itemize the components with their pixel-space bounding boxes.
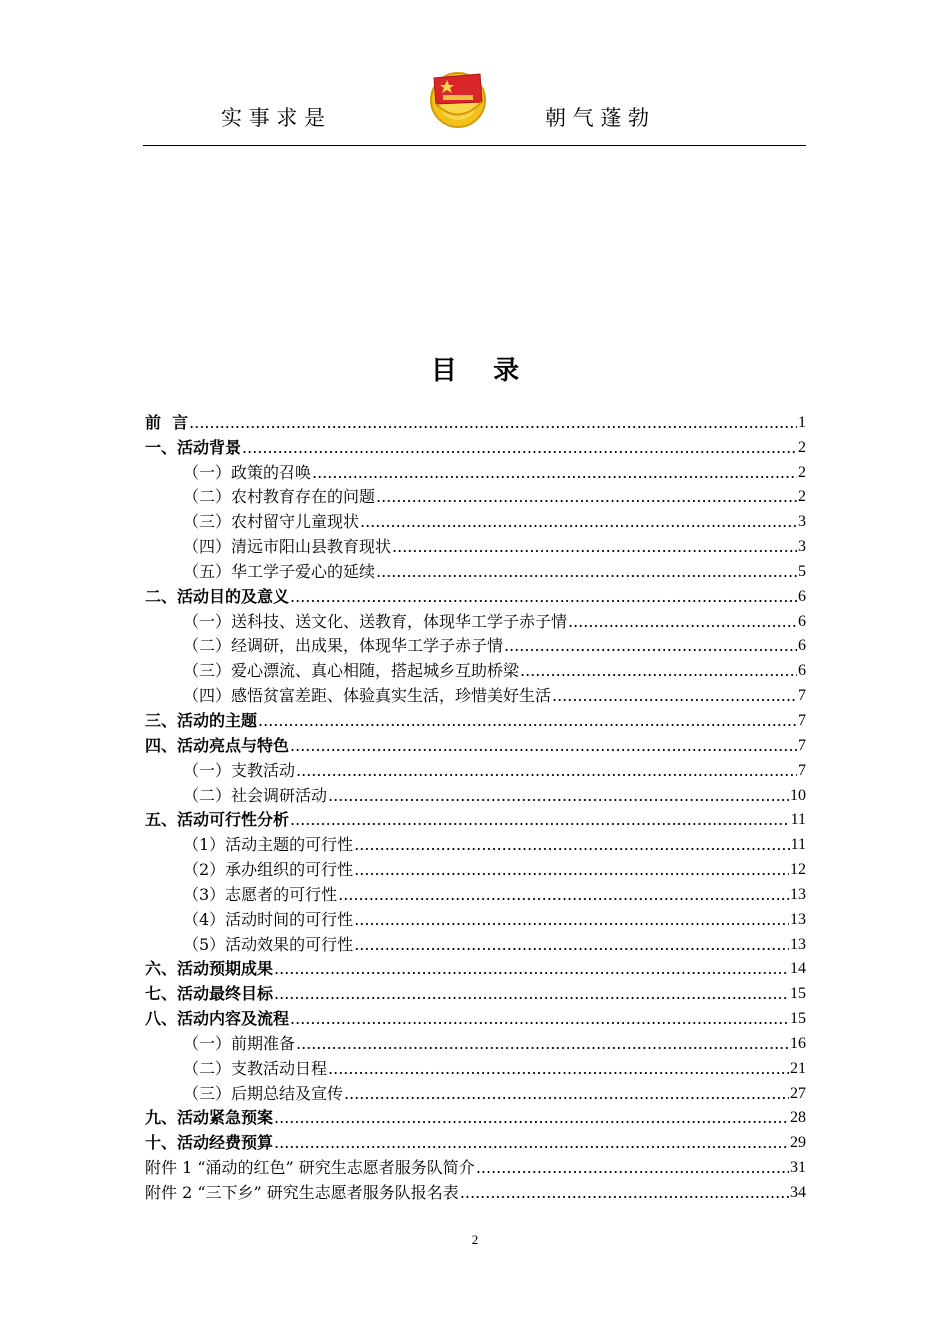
toc-entry[interactable] bbox=[145, 1128, 806, 1153]
toc-entry[interactable] bbox=[145, 681, 806, 706]
toc-dot-leader bbox=[258, 711, 797, 731]
toc-dot-leader bbox=[504, 636, 797, 656]
toc-entry[interactable] bbox=[145, 408, 806, 433]
toc-entry[interactable] bbox=[145, 656, 806, 681]
toc-entry-label: 二、活动目的及意义 bbox=[145, 586, 290, 606]
toc-entry[interactable] bbox=[145, 1054, 806, 1079]
toc-entry-page: 15 bbox=[790, 985, 806, 1003]
toc-entry-label: （五）华工学子爱心的延续 bbox=[183, 561, 376, 581]
toc-entry-label: 七、活动最终目标 bbox=[145, 984, 274, 1004]
toc-dot-leader bbox=[354, 860, 789, 880]
toc-entry-page: 13 bbox=[790, 935, 806, 953]
toc-entry-page: 28 bbox=[790, 1109, 806, 1127]
toc-entry-label: （二）社会调研活动 bbox=[183, 785, 328, 805]
toc-entry-label: 一、活动背景 bbox=[145, 437, 242, 457]
toc-entry-page: 2 bbox=[798, 463, 806, 481]
toc-entry-label: （二）经调研，出成果，体现华工学子赤子情 bbox=[183, 636, 504, 656]
toc-entry-label: （三）爱心漂流、真心相随，搭起城乡互助桥梁 bbox=[183, 661, 520, 681]
toc-dot-leader bbox=[312, 463, 797, 483]
motto-right: 朝 气 蓬 勃 bbox=[545, 106, 650, 130]
toc-entry-page: 6 bbox=[798, 637, 806, 655]
toc-entry-page: 1 bbox=[798, 413, 806, 431]
toc-dot-leader bbox=[338, 885, 789, 905]
toc-dot-leader bbox=[274, 959, 789, 979]
toc-entry[interactable] bbox=[145, 1178, 806, 1203]
toc-entry-page: 27 bbox=[790, 1084, 806, 1102]
toc-entry-page: 3 bbox=[798, 513, 806, 531]
toc-entry-label: 附件 1 “涌动的红色” 研究生志愿者服务队简介 bbox=[145, 1158, 475, 1178]
toc-entry-page: 13 bbox=[790, 910, 806, 928]
toc-entry-page: 3 bbox=[798, 538, 806, 556]
toc-entry[interactable] bbox=[145, 830, 806, 855]
toc-entry-page: 15 bbox=[790, 1010, 806, 1028]
toc-title: 目 录 bbox=[430, 356, 520, 386]
toc-entry-label: （5）活动效果的可行性 bbox=[183, 934, 354, 954]
toc-dot-leader bbox=[552, 686, 797, 706]
toc-entry-label: 八、活动内容及流程 bbox=[145, 1009, 290, 1029]
toc-dot-leader bbox=[460, 1183, 789, 1203]
toc-dot-leader bbox=[189, 413, 797, 433]
toc-entry-label: （3）志愿者的可行性 bbox=[183, 884, 338, 904]
toc-entry[interactable] bbox=[145, 756, 806, 781]
toc-entry-page: 31 bbox=[790, 1159, 806, 1177]
toc-entry-page: 10 bbox=[790, 786, 806, 804]
toc-dot-leader bbox=[328, 1059, 789, 1079]
toc-entry-page: 7 bbox=[798, 761, 806, 779]
toc-entry-label: （四）清远市阳山县教育现状 bbox=[183, 537, 392, 557]
toc-dot-leader bbox=[376, 562, 797, 582]
toc-entry[interactable] bbox=[145, 532, 806, 557]
toc-entry-label: （一）前期准备 bbox=[183, 1033, 296, 1053]
toc-entry[interactable] bbox=[145, 806, 806, 831]
youth-league-emblem-icon bbox=[425, 64, 491, 130]
toc-entry[interactable] bbox=[145, 507, 806, 532]
toc-entry-page: 13 bbox=[790, 885, 806, 903]
toc-entry[interactable] bbox=[145, 855, 806, 880]
toc-entry[interactable] bbox=[145, 458, 806, 483]
toc-entry-label: 六、活动预期成果 bbox=[145, 959, 274, 979]
toc-entry-label: 附件 2 “三下乡” 研究生志愿者服务队报名表 bbox=[145, 1183, 459, 1202]
toc-entry-page: 34 bbox=[790, 1184, 806, 1201]
toc-entry[interactable] bbox=[145, 557, 806, 582]
table-of-contents bbox=[145, 408, 806, 1203]
toc-entry[interactable] bbox=[145, 433, 806, 458]
toc-entry-label: 五、活动可行性分析 bbox=[145, 810, 290, 830]
toc-entry[interactable] bbox=[145, 582, 806, 607]
toc-entry-label: （二）支教活动日程 bbox=[183, 1058, 328, 1078]
toc-entry-label: （4）活动时间的可行性 bbox=[183, 909, 354, 929]
toc-dot-leader bbox=[328, 786, 789, 806]
toc-entry-page: 6 bbox=[798, 662, 806, 680]
toc-dot-leader bbox=[354, 835, 789, 855]
toc-entry-label: 十、活动经费预算 bbox=[145, 1133, 274, 1153]
toc-entry-label: （三）后期总结及宣传 bbox=[183, 1083, 344, 1103]
toc-entry-label: （一）送科技、送文化、送教育，体现华工学子赤子情 bbox=[183, 611, 568, 631]
toc-entry-label: 九、活动紧急预案 bbox=[145, 1108, 274, 1128]
page-header bbox=[143, 62, 806, 146]
toc-entry-page: 7 bbox=[798, 736, 806, 754]
toc-dot-leader bbox=[376, 487, 797, 507]
toc-entry[interactable] bbox=[145, 955, 806, 980]
toc-entry-page: 2 bbox=[798, 488, 806, 506]
toc-entry-page: 29 bbox=[790, 1134, 806, 1152]
toc-dot-leader bbox=[568, 612, 797, 632]
toc-entry-page: 5 bbox=[798, 562, 806, 580]
toc-dot-leader bbox=[296, 1034, 789, 1054]
toc-entry[interactable] bbox=[145, 483, 806, 508]
toc-entry-page: 21 bbox=[790, 1059, 806, 1077]
toc-entry[interactable] bbox=[145, 880, 806, 905]
toc-entry-label: （一）支教活动 bbox=[183, 760, 296, 780]
page-number: 2 bbox=[471, 1232, 479, 1247]
toc-entry[interactable] bbox=[145, 1079, 806, 1104]
toc-entry-page: 11 bbox=[790, 836, 806, 854]
toc-entry[interactable] bbox=[145, 607, 806, 632]
toc-entry[interactable] bbox=[145, 979, 806, 1004]
toc-dot-leader bbox=[520, 661, 797, 681]
toc-entry[interactable] bbox=[145, 706, 806, 731]
toc-dot-leader bbox=[392, 537, 797, 557]
toc-entry[interactable] bbox=[145, 1104, 806, 1129]
toc-entry[interactable] bbox=[145, 632, 806, 657]
toc-entry-label: （1）活动主题的可行性 bbox=[183, 835, 354, 855]
toc-dot-leader bbox=[296, 761, 797, 781]
toc-entry-label: 三、活动的主题 bbox=[145, 710, 258, 730]
toc-entry[interactable] bbox=[145, 1004, 806, 1029]
toc-entry[interactable] bbox=[145, 930, 806, 955]
toc-dot-leader bbox=[360, 512, 797, 532]
toc-dot-leader bbox=[476, 1158, 789, 1178]
toc-entry-page: 7 bbox=[798, 687, 806, 705]
toc-entry-page: 7 bbox=[798, 711, 806, 729]
motto-left: 实 事 求 是 bbox=[221, 106, 326, 130]
toc-entry-page: 2 bbox=[798, 438, 806, 456]
toc-dot-leader bbox=[290, 810, 790, 830]
header-divider bbox=[143, 145, 806, 146]
toc-dot-leader bbox=[274, 984, 789, 1004]
toc-entry[interactable] bbox=[145, 1029, 806, 1054]
toc-entry-label: （一）政策的召唤 bbox=[183, 462, 312, 482]
toc-dot-leader bbox=[354, 935, 789, 955]
toc-dot-leader bbox=[274, 1133, 789, 1153]
toc-dot-leader bbox=[290, 1009, 789, 1029]
toc-entry-label: （四）感悟贫富差距、体验真实生活，珍惜美好生活 bbox=[183, 686, 552, 706]
toc-entry-page: 14 bbox=[790, 960, 806, 978]
toc-dot-leader bbox=[354, 910, 789, 930]
toc-entry-label: （三）农村留守儿童现状 bbox=[183, 512, 360, 532]
toc-entry-label: （二）农村教育存在的问题 bbox=[183, 487, 376, 507]
toc-dot-leader bbox=[344, 1084, 789, 1104]
toc-entry[interactable] bbox=[145, 781, 806, 806]
toc-entry[interactable] bbox=[145, 731, 806, 756]
toc-entry-page: 6 bbox=[798, 612, 806, 630]
toc-entry[interactable] bbox=[145, 905, 806, 930]
toc-entry-page: 16 bbox=[790, 1034, 806, 1052]
toc-dot-leader bbox=[290, 587, 797, 607]
toc-entry-page: 11 bbox=[790, 811, 806, 829]
toc-entry-label: 前 言 bbox=[145, 412, 189, 432]
toc-entry-page: 12 bbox=[790, 861, 806, 879]
toc-entry-label: （2）承办组织的可行性 bbox=[183, 860, 354, 880]
toc-entry-label: 四、活动亮点与特色 bbox=[145, 735, 290, 755]
toc-entry[interactable] bbox=[145, 1153, 806, 1178]
toc-entry-page: 6 bbox=[798, 587, 806, 605]
toc-dot-leader bbox=[242, 438, 797, 458]
toc-dot-leader bbox=[274, 1108, 789, 1128]
toc-dot-leader bbox=[290, 736, 797, 756]
